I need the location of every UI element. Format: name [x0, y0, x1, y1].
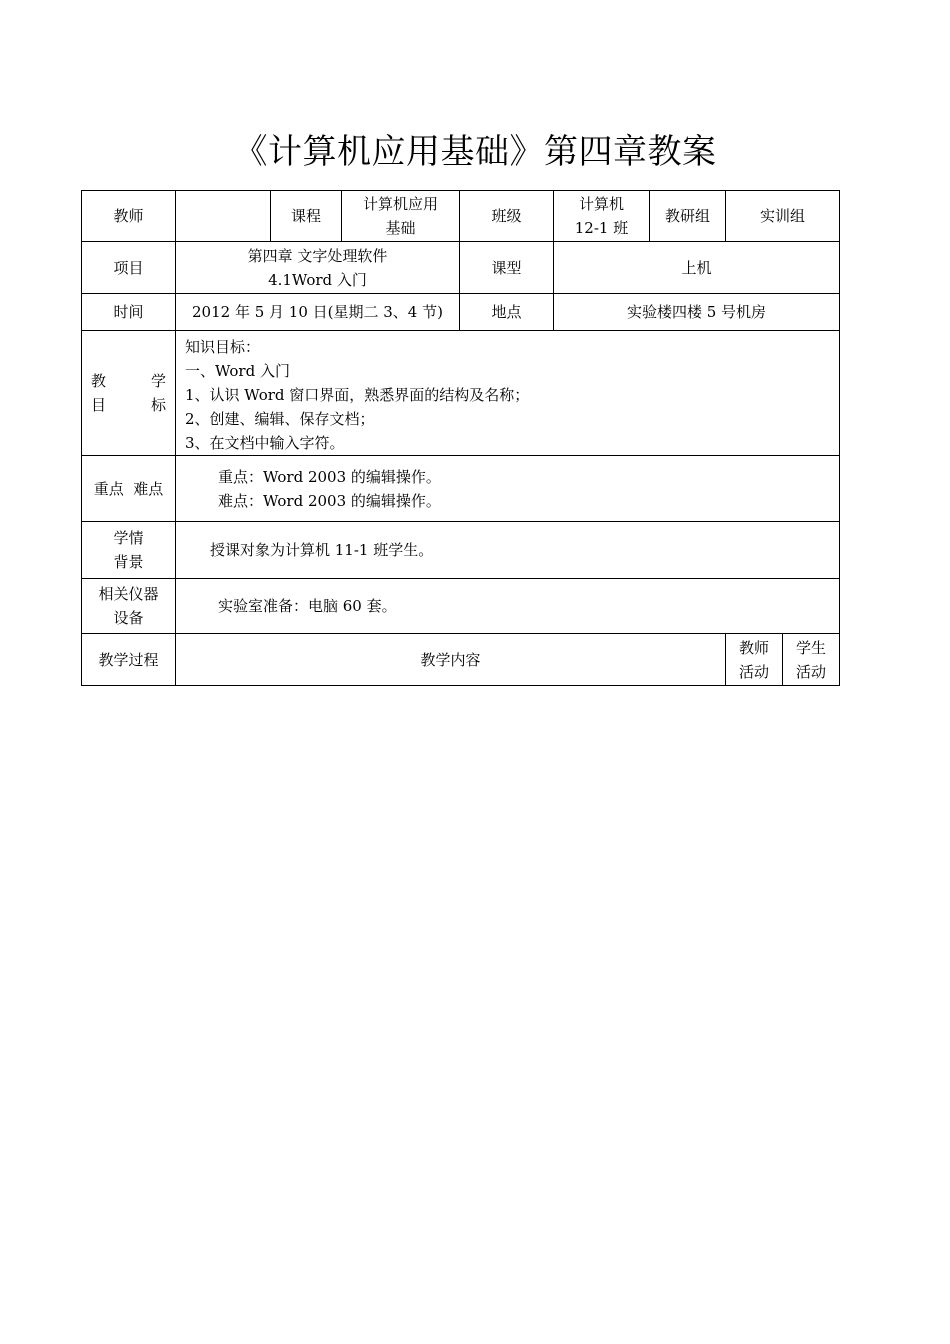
- equipment-content: 实验室准备：电脑 60 套。: [176, 579, 840, 634]
- teacher-label: 教师: [82, 191, 176, 242]
- type-value: 上机: [554, 242, 840, 294]
- row-basic-info: [82, 191, 840, 242]
- objective-line: 1、认识 Word 窗口界面，熟悉界面的结构及名称；: [185, 386, 530, 404]
- course-value: 计算机应用 基础: [342, 191, 460, 242]
- class-label: 班级: [460, 191, 554, 242]
- keypoint-line: 重点：Word 2003 的编辑操作。: [218, 467, 441, 486]
- keypoints-label: 重点 难点: [82, 456, 176, 522]
- objective-line: 一、Word 入门: [185, 362, 290, 380]
- objectives-label: 教 学 目 标: [82, 331, 176, 456]
- process-label: 教学过程: [82, 634, 176, 686]
- background-content: 授课对象为计算机 11-1 班学生。: [176, 522, 840, 579]
- objective-line: 3、在文档中输入字符。: [185, 434, 345, 452]
- page-title: 《计算机应用基础》第四章教案: [233, 132, 717, 172]
- group-label: 教研组: [650, 191, 726, 242]
- equipment-label: 相关仪器 设备: [82, 579, 176, 634]
- objectives-content: [176, 331, 840, 456]
- teacher-value: [176, 191, 271, 242]
- row-background: [82, 522, 840, 579]
- objective-line: 知识目标：: [185, 338, 261, 356]
- process-content-header: 教学内容: [176, 634, 726, 686]
- project-value: 第四章 文字处理软件 4.1Word 入门: [176, 242, 460, 294]
- keypoint-line: 难点：Word 2003 的编辑操作。: [218, 491, 441, 510]
- place-label: 地点: [460, 294, 554, 331]
- lesson-plan-table: [81, 190, 840, 686]
- student-activity-header: 学生 活动: [783, 634, 840, 686]
- row-objectives: [82, 331, 840, 456]
- row-time-place: [82, 294, 840, 331]
- objective-line: 2、创建、编辑、保存文档；: [185, 410, 375, 428]
- time-label: 时间: [82, 294, 176, 331]
- class-value: 计算机 12-1 班: [554, 191, 650, 242]
- place-value: 实验楼四楼 5 号机房: [554, 294, 840, 331]
- teacher-activity-header: 教师 活动: [726, 634, 783, 686]
- row-equipment: [82, 579, 840, 634]
- group-value: 实训组: [726, 191, 840, 242]
- course-label: 课程: [271, 191, 342, 242]
- row-project: [82, 242, 840, 294]
- keypoints-content: [176, 456, 840, 522]
- row-keypoints: [82, 456, 840, 522]
- project-label: 项目: [82, 242, 176, 294]
- time-value: 2012 年 5 月 10 日(星期二 3、4 节): [176, 294, 460, 331]
- row-process: [82, 634, 840, 686]
- type-label: 课型: [460, 242, 554, 294]
- background-label: 学情 背景: [82, 522, 176, 579]
